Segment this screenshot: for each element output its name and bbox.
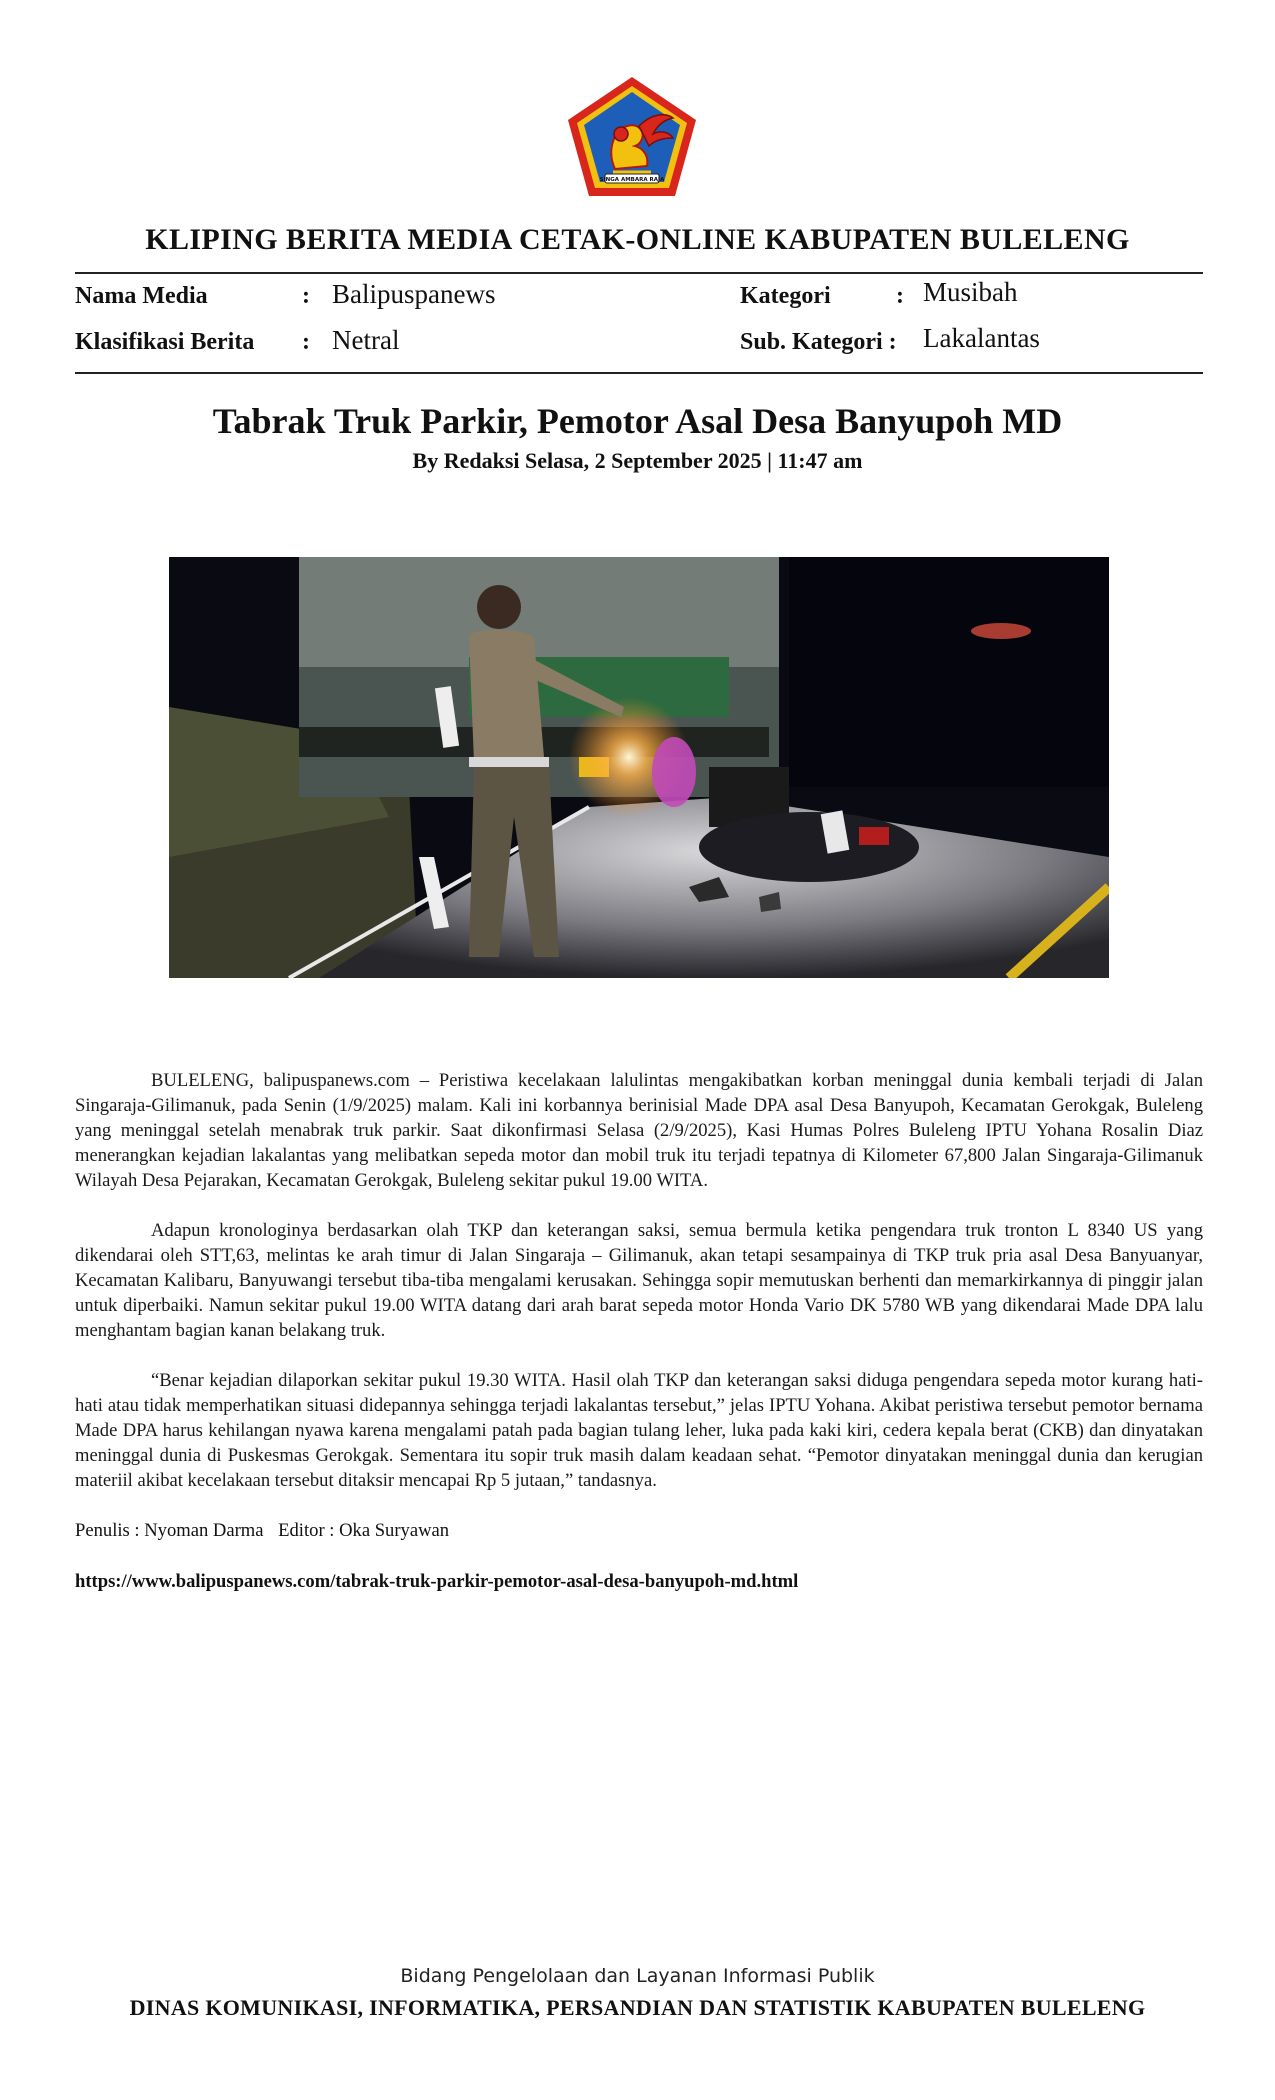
klasifikasi-berita-value: Netral <box>332 325 400 355</box>
source-url: https://www.balipuspanews.com/tabrak-truk-parkir-pemotor-asal-desa-banyupoh-md.html <box>75 1571 799 1592</box>
kategori-value: Musibah <box>923 277 1018 307</box>
klasifikasi-berita-colon: : <box>302 329 310 355</box>
nama-media-value: Balipuspanews <box>332 279 496 309</box>
nama-media-label: Nama Media <box>75 283 208 309</box>
document-header-title: KLIPING BERITA MEDIA CETAK-ONLINE KABUPATEN BULELENG <box>145 223 1130 256</box>
article-paragraph: “Benar kejadian dilaporkan sekitar pukul 19.30 WITA. Hasil olah TKP dan keterangan saksi diduga pengendara sepeda motor kurang hati-hati atau tidak memperhatikan situasi didepannya sehingga terjadi lakalantas tersebut,” jelas IPTU Yohana. Akibat peristiwa tersebut pemotor bernama Made DPA harus kehilangan nyawa karena mengalami patah pada bagian tulang leher, luka pada kaki kiri, cedera kepala berat (CKB) dan dinyatakan meninggal dunia di Puskesmas Gerokgak. Sementara itu sopir truk masih dalam keadaan sehat. “Pemotor dinyatakan meninggal dunia dan kerugian materiil akibat kecelakaan tersebut ditaksir mencapai Rp 5 jutaan,” tandasnya. <box>75 1370 1203 1491</box>
sub-kategori-value: Lakalantas <box>923 323 1040 353</box>
editor-credit: Editor : Oka Suryawan <box>278 1520 450 1541</box>
nama-media-colon: : <box>302 283 310 309</box>
kategori-label: Kategori <box>740 283 831 309</box>
article-paragraph: BULELENG, balipuspanews.com – Peristiwa kecelakaan lalulintas mengakibatkan korban meninggal dunia kembali terjadi di Jalan Singaraja-Gilimanuk, pada Senin (1/9/2025) malam. Kali ini korbannya berinisial Made DPA asal Desa Banyupoh, Kecamatan Gerokgak, Buleleng yang meninggal setelah menabrak truk parkir. Saat dikonfirmasi Selasa (2/9/2025), Kasi Humas Polres Buleleng IPTU Yohana Rosalin Diaz menerangkan kejadian lakalantas yang melibatkan sepeda motor dan mobil truk itu terjadi tepatnya di Kilometer 67,800 Jalan Singaraja-Gilimanuk Wilayah Desa Pejarakan, Kecamatan Gerokgak, Buleleng sekitar pukul 19.00 WITA. <box>75 1070 1203 1191</box>
singa-ambara-raja-emblem-icon <box>563 74 701 200</box>
footer-department: Bidang Pengelolaan dan Layanan Informasi Publik <box>400 1965 875 1987</box>
kategori-colon: : <box>896 283 904 309</box>
news-photo <box>169 557 1109 978</box>
article-paragraph: Adapun kronologinya berdasarkan olah TKP dan keterangan saksi, semua bermula ketika pengendara truk tronton L 8340 US yang dikendarai oleh STT,63, melintas ke arah timur di Jalan Singaraja – Gilimanuk, akan tetapi sesampainya di TKP truk pria asal Desa Banyuanyar, Kecamatan Kalibaru, Banyuwangi tersebut tiba-tiba mengalami kerusakan. Sehingga sopir memutuskan berhenti dan memarkirkannya di pinggir jalan untuk diperbaiki. Namun sekitar pukul 19.00 WITA datang dari arah barat sepeda motor Honda Vario DK 5780 WB yang dikendarai Made DPA lalu menghantam bagian kanan belakang truk. <box>75 1220 1203 1341</box>
penulis-credit: Penulis : Nyoman Darma <box>75 1520 264 1541</box>
footer-agency: DINAS KOMUNIKASI, INFORMATIKA, PERSANDIAN DAN STATISTIK KABUPATEN BULELENG <box>129 1995 1146 2020</box>
article-credits <box>75 1520 449 1542</box>
header-divider-bottom <box>75 372 1203 374</box>
kabupaten-buleleng-logo <box>563 74 701 200</box>
sub-kategori-label: Sub. Kategori : <box>740 329 897 355</box>
klasifikasi-berita-label: Klasifikasi Berita <box>75 329 255 355</box>
logo-motto-text: SINGA AMBARA RAJA <box>599 177 665 183</box>
article-title: Tabrak Truk Parkir, Pemotor Asal Desa Banyupoh MD <box>212 401 1063 441</box>
article-byline: By Redaksi Selasa, 2 September 2025 | 11:47 am <box>412 448 863 473</box>
header-divider-top <box>75 272 1203 274</box>
article-body <box>75 1068 1203 1518</box>
